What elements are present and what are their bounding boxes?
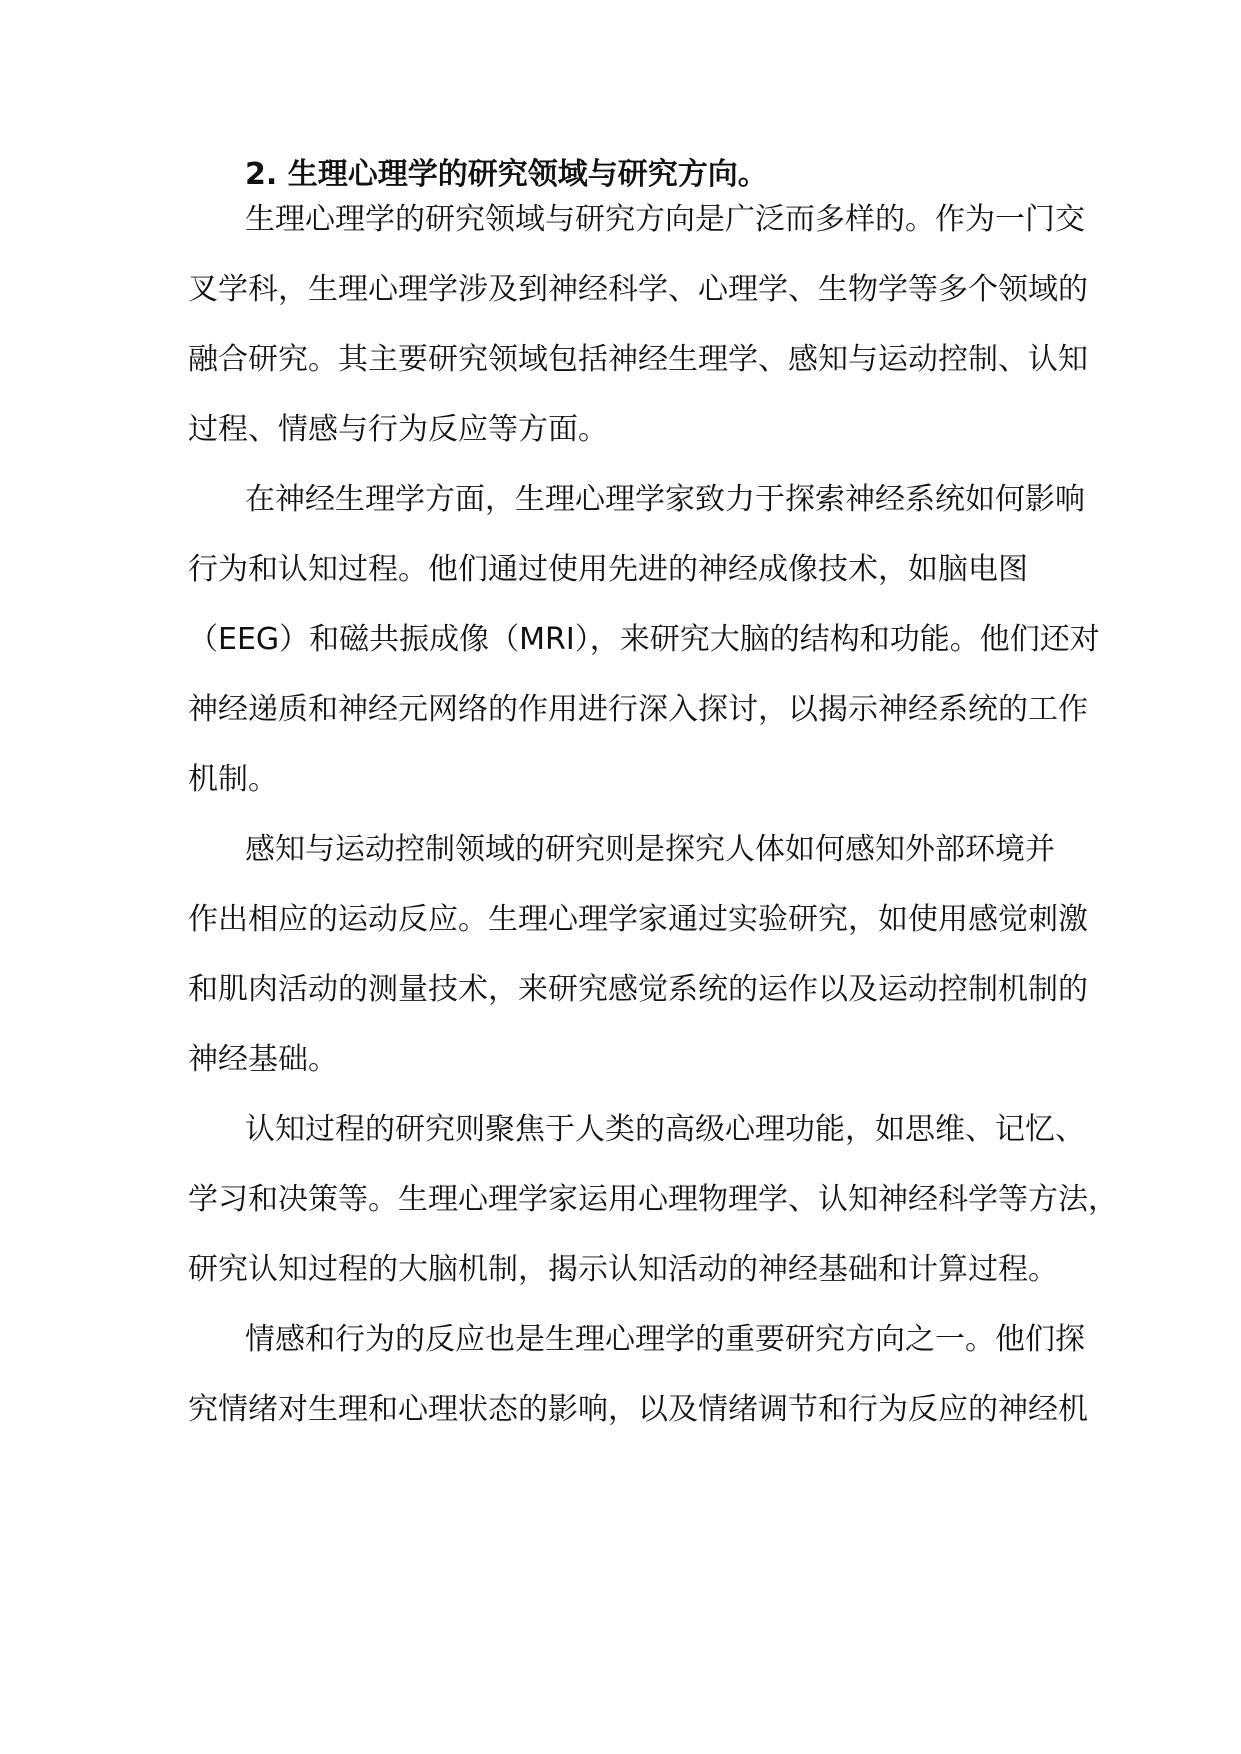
paragraph-line: 情感和行为的反应也是生理心理学的重要研究方向之一。他们探 [245,1322,1085,1357]
paragraph-line: 生理心理学的研究领域与研究方向是广泛而多样的。作为一门交 [245,202,1085,237]
paragraph-line: 感知与运动控制领域的研究则是探究人体如何感知外部环境并 [245,832,1055,867]
paragraph-line: 神经基础。 [188,1042,338,1077]
paragraph-line: 究情绪对生理和心理状态的影响，以及情绪调节和行为反应的神经机 [188,1392,1088,1427]
paragraph-line: 神经递质和神经元网络的作用进行深入探讨，以揭示神经系统的工作 [188,692,1088,727]
paragraph-line: 和肌肉活动的测量技术，来研究感觉系统的运作以及运动控制机制的 [188,972,1088,1007]
paragraph-line: 叉学科，生理心理学涉及到神经科学、心理学、生物学等多个领域的 [188,272,1088,307]
paragraph-line: 研究认知过程的大脑机制，揭示认知活动的神经基础和计算过程。 [188,1252,1058,1287]
paragraph-line: 作出相应的运动反应。生理心理学家通过实验研究，如使用感觉刺激 [188,902,1088,937]
paragraph-line: 机制。 [188,762,278,797]
section-heading: 2. 生理心理学的研究领域与研究方向。 [245,157,768,192]
paragraph-line: 认知过程的研究则聚焦于人类的高级心理功能，如思维、记忆、 [245,1112,1085,1147]
paragraph-line: 融合研究。其主要研究领域包括神经生理学、感知与运动控制、认知 [188,342,1088,377]
paragraph-line: 行为和认知过程。他们通过使用先进的神经成像技术，如脑电图 [188,552,1028,587]
paragraph-line: 过程、情感与行为反应等方面。 [188,412,608,447]
paragraph-line: 在神经生理学方面，生理心理学家致力于探索神经系统如何影响 [245,482,1085,517]
paragraph-line: （EEG）和磁共振成像（MRI），来研究大脑的结构和功能。他们还对 [188,622,1100,657]
paragraph-line: 学习和决策等。生理心理学家运用心理物理学、认知神经科学等方法， [188,1182,1118,1217]
